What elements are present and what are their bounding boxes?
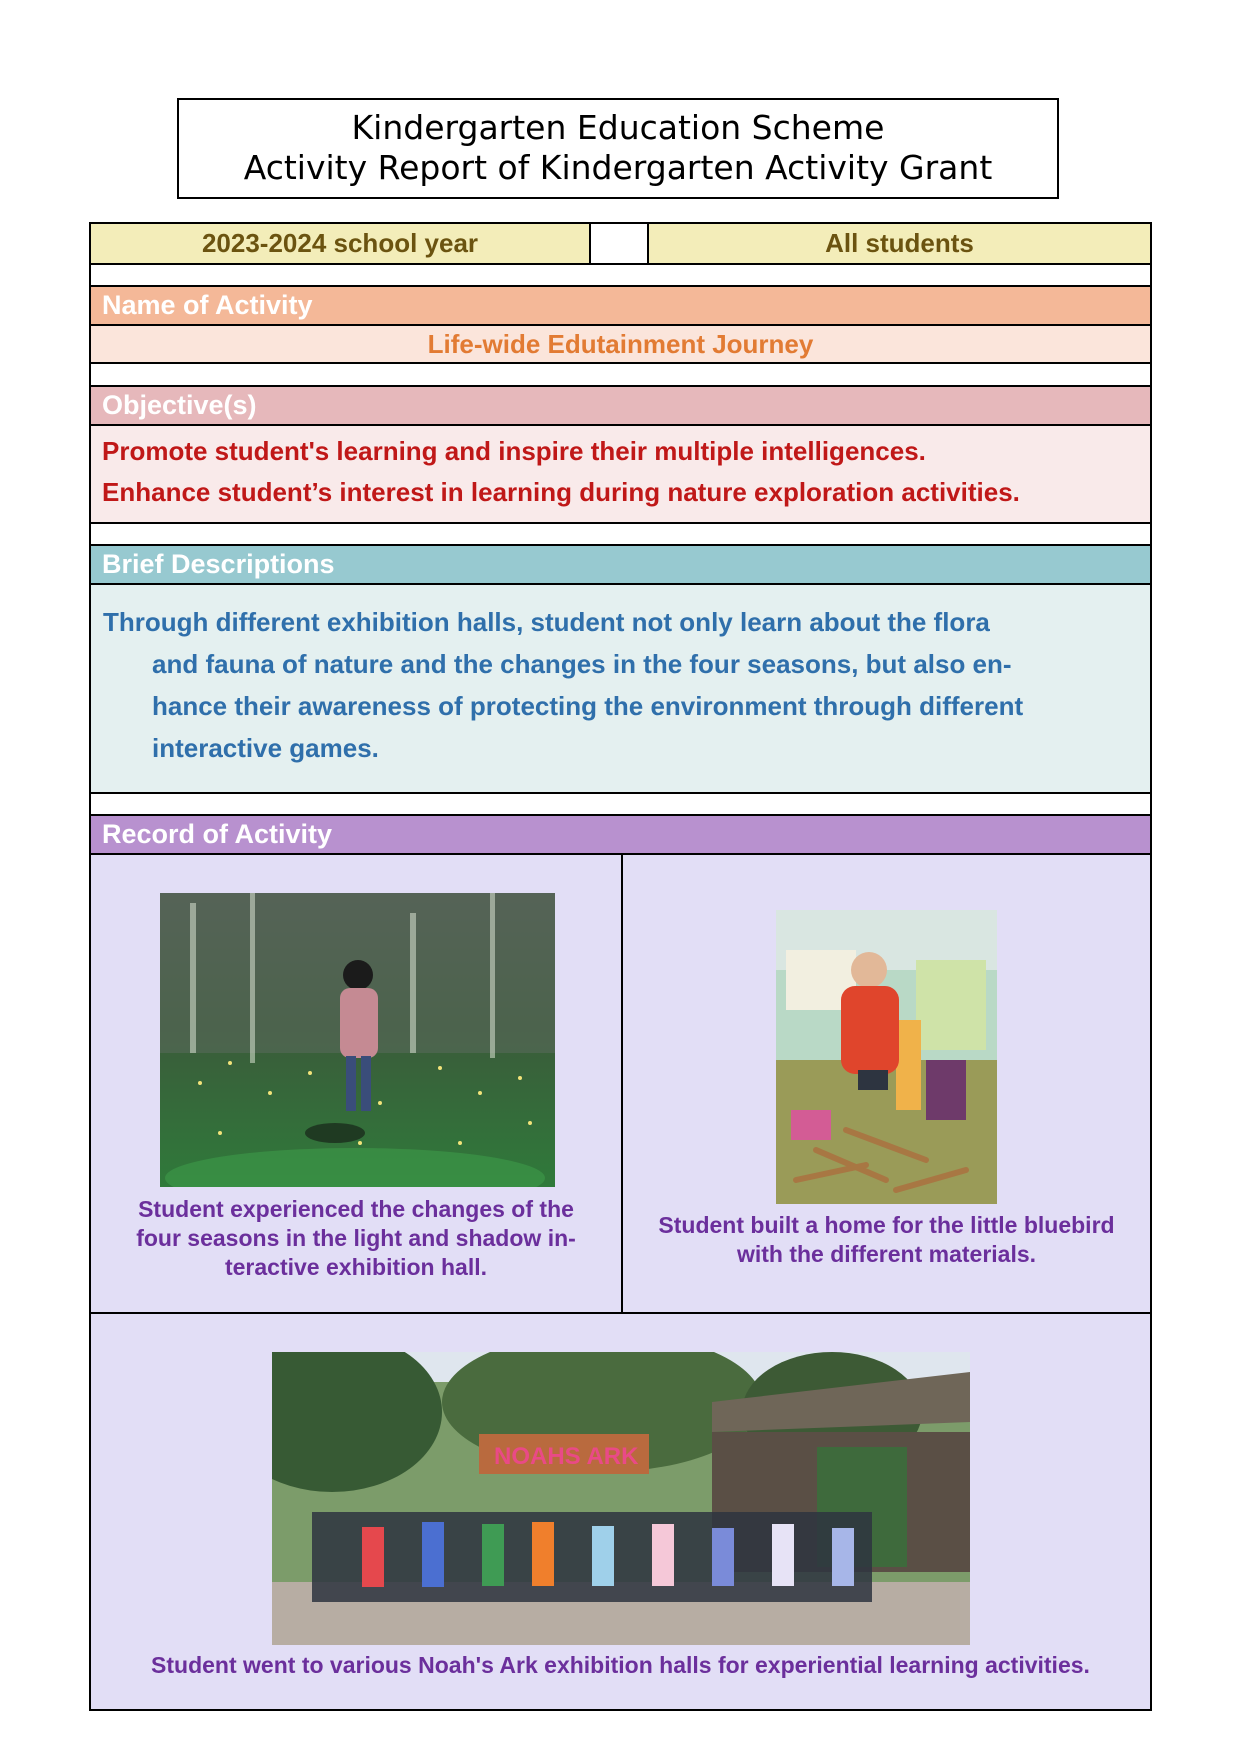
objectives-list bbox=[91, 426, 1150, 522]
caption-line: Student experienced the changes of the bbox=[138, 1196, 574, 1222]
divider bbox=[91, 522, 1150, 524]
photo-noahs-ark-group bbox=[272, 1352, 970, 1645]
caption-line: Student built a home for the little bluebird bbox=[658, 1212, 1115, 1238]
photo-bluebird-home bbox=[776, 910, 997, 1204]
description-line: and fauna of nature and the changes in the four seasons, but also en- bbox=[152, 649, 1012, 679]
photo-light-shadow-hall bbox=[160, 893, 555, 1187]
activity-name-heading: Name of Activity bbox=[91, 287, 1150, 324]
header-row bbox=[91, 224, 1150, 263]
photo1-caption bbox=[91, 1195, 621, 1282]
target-students: All students bbox=[825, 228, 974, 258]
title-line-2: Activity Report of Kindergarten Activity Grant bbox=[243, 148, 993, 187]
description-line: hance their awareness of protecting the environment through different bbox=[152, 691, 1024, 721]
divider bbox=[91, 362, 1150, 364]
blank-cell bbox=[591, 224, 649, 263]
noahs-ark-sign: NOAHS ARK bbox=[494, 1443, 639, 1470]
caption-line: with the different materials. bbox=[736, 1241, 1037, 1267]
report-table bbox=[89, 222, 1152, 1711]
objectives-heading: Objective(s) bbox=[91, 387, 1150, 424]
report-title bbox=[177, 98, 1059, 199]
activity-name-value: Life-wide Edutainment Journey bbox=[91, 326, 1150, 362]
description-line: Through different exhibition halls, student not only learn about the flora bbox=[103, 607, 990, 637]
caption-line: four seasons in the light and shadow in- bbox=[136, 1225, 576, 1251]
description-heading: Brief Descriptions bbox=[91, 546, 1150, 583]
description-line: interactive games. bbox=[152, 733, 379, 763]
divider bbox=[91, 263, 1150, 265]
school-year: 2023-2024 school year bbox=[91, 224, 591, 263]
record-heading: Record of Activity bbox=[91, 816, 1150, 853]
objective-item: Enhance student’s interest in learning during nature exploration activities. bbox=[102, 477, 1020, 507]
description-body bbox=[91, 585, 1150, 792]
photo2-caption bbox=[623, 1211, 1150, 1269]
group-of-children bbox=[312, 1512, 872, 1602]
objective-item: Promote student's learning and inspire their multiple intelligences. bbox=[102, 436, 926, 466]
divider bbox=[91, 792, 1150, 794]
caption-line: teractive exhibition hall. bbox=[224, 1254, 488, 1280]
title-line-1: Kindergarten Education Scheme bbox=[351, 108, 885, 147]
photo3-caption: Student went to various Noah's Ark exhibition halls for experiential learning activities. bbox=[151, 1652, 1090, 1678]
divider bbox=[91, 1312, 1150, 1314]
